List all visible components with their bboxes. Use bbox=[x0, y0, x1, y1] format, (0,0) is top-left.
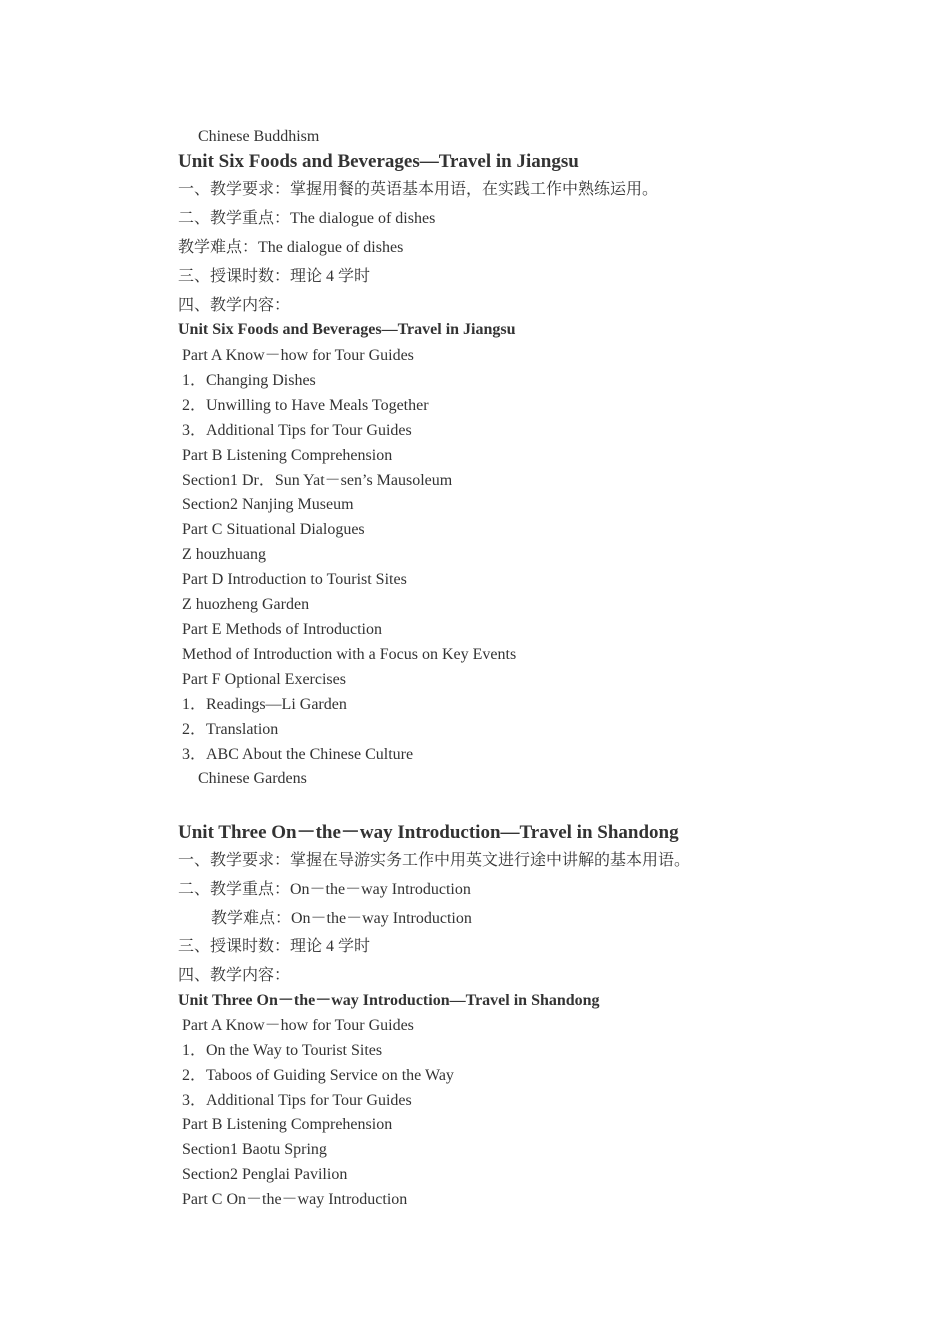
unit6-item: Part E Methods of Introduction bbox=[182, 621, 382, 638]
unit6-item: 2．Translation bbox=[182, 721, 279, 738]
unit3-hours: 三、授课时数：理论 4 学时 bbox=[178, 938, 371, 955]
unit3-item: Section2 Penglai Pavilion bbox=[182, 1166, 348, 1183]
unit3-item: 1．On the Way to Tourist Sites bbox=[182, 1042, 383, 1059]
unit6-item: Method of Introduction with a Focus on Key Events bbox=[182, 646, 517, 663]
unit6-item: Part D Introduction to Tourist Sites bbox=[182, 571, 407, 588]
unit3-item: 3．Additional Tips for Tour Guides bbox=[182, 1092, 412, 1109]
unit6-culture-item: Chinese Gardens bbox=[198, 770, 307, 787]
unit3-requirements: 一、教学要求：掌握在导游实务工作中用英文进行途中讲解的基本用语。 bbox=[178, 852, 691, 869]
unit3-key-points: 二、教学重点：On－the－way Introduction bbox=[178, 881, 471, 898]
unit6-item: Part C Situational Dialogues bbox=[182, 521, 365, 538]
unit6-hours: 三、授课时数：理论 4 学时 bbox=[178, 268, 371, 285]
unit3-item: 2．Taboos of Guiding Service on the Way bbox=[182, 1067, 454, 1084]
unit3-item: Section1 Baotu Spring bbox=[182, 1141, 327, 1158]
unit3-heading: Unit Three On－the－way Introduction—Travel in Shandong bbox=[178, 822, 679, 843]
unit3-item: Part B Listening Comprehension bbox=[182, 1116, 393, 1133]
unit6-item: 1．Changing Dishes bbox=[182, 372, 316, 389]
unit6-subheading: Unit Six Foods and Beverages—Travel in Jiangsu bbox=[178, 321, 516, 338]
unit6-content-label: 四、教学内容： bbox=[178, 297, 291, 314]
unit6-item: Section2 Nanjing Museum bbox=[182, 496, 354, 513]
unit6-item: 2．Unwilling to Have Meals Together bbox=[182, 397, 429, 414]
unit6-item: 1．Readings—Li Garden bbox=[182, 696, 347, 713]
unit3-subheading: Unit Three On－the－way Introduction—Travel in Shandong bbox=[178, 992, 600, 1009]
unit6-item: 3．ABC About the Chinese Culture bbox=[182, 746, 414, 763]
unit6-heading: Unit Six Foods and Beverages—Travel in Jiangsu bbox=[178, 151, 579, 172]
unit6-key-points: 二、教学重点：The dialogue of dishes bbox=[178, 210, 436, 227]
unit6-item: Z houzhuang bbox=[182, 546, 266, 563]
previous-unit-culture-item: Chinese Buddhism bbox=[198, 128, 320, 145]
unit6-item: Part B Listening Comprehension bbox=[182, 447, 393, 464]
unit6-item: Part A Know－how for Tour Guides bbox=[182, 347, 414, 364]
unit6-item: Part F Optional Exercises bbox=[182, 671, 346, 688]
unit6-item: Z huozheng Garden bbox=[182, 596, 310, 613]
unit3-item: Part A Know－how for Tour Guides bbox=[182, 1017, 414, 1034]
unit3-content-label: 四、教学内容： bbox=[178, 967, 291, 984]
unit6-item: 3．Additional Tips for Tour Guides bbox=[182, 422, 412, 439]
unit3-difficult-points: 教学难点：On－the－way Introduction bbox=[211, 910, 472, 927]
unit6-requirements: 一、教学要求：掌握用餐的英语基本用语，在实践工作中熟练运用。 bbox=[178, 181, 659, 198]
unit6-item: Section1 Dr．Sun Yat－sen’s Mausoleum bbox=[182, 472, 453, 489]
unit3-item: Part C On－the－way Introduction bbox=[182, 1191, 408, 1208]
unit6-difficult-points: 教学难点：The dialogue of dishes bbox=[178, 239, 404, 256]
